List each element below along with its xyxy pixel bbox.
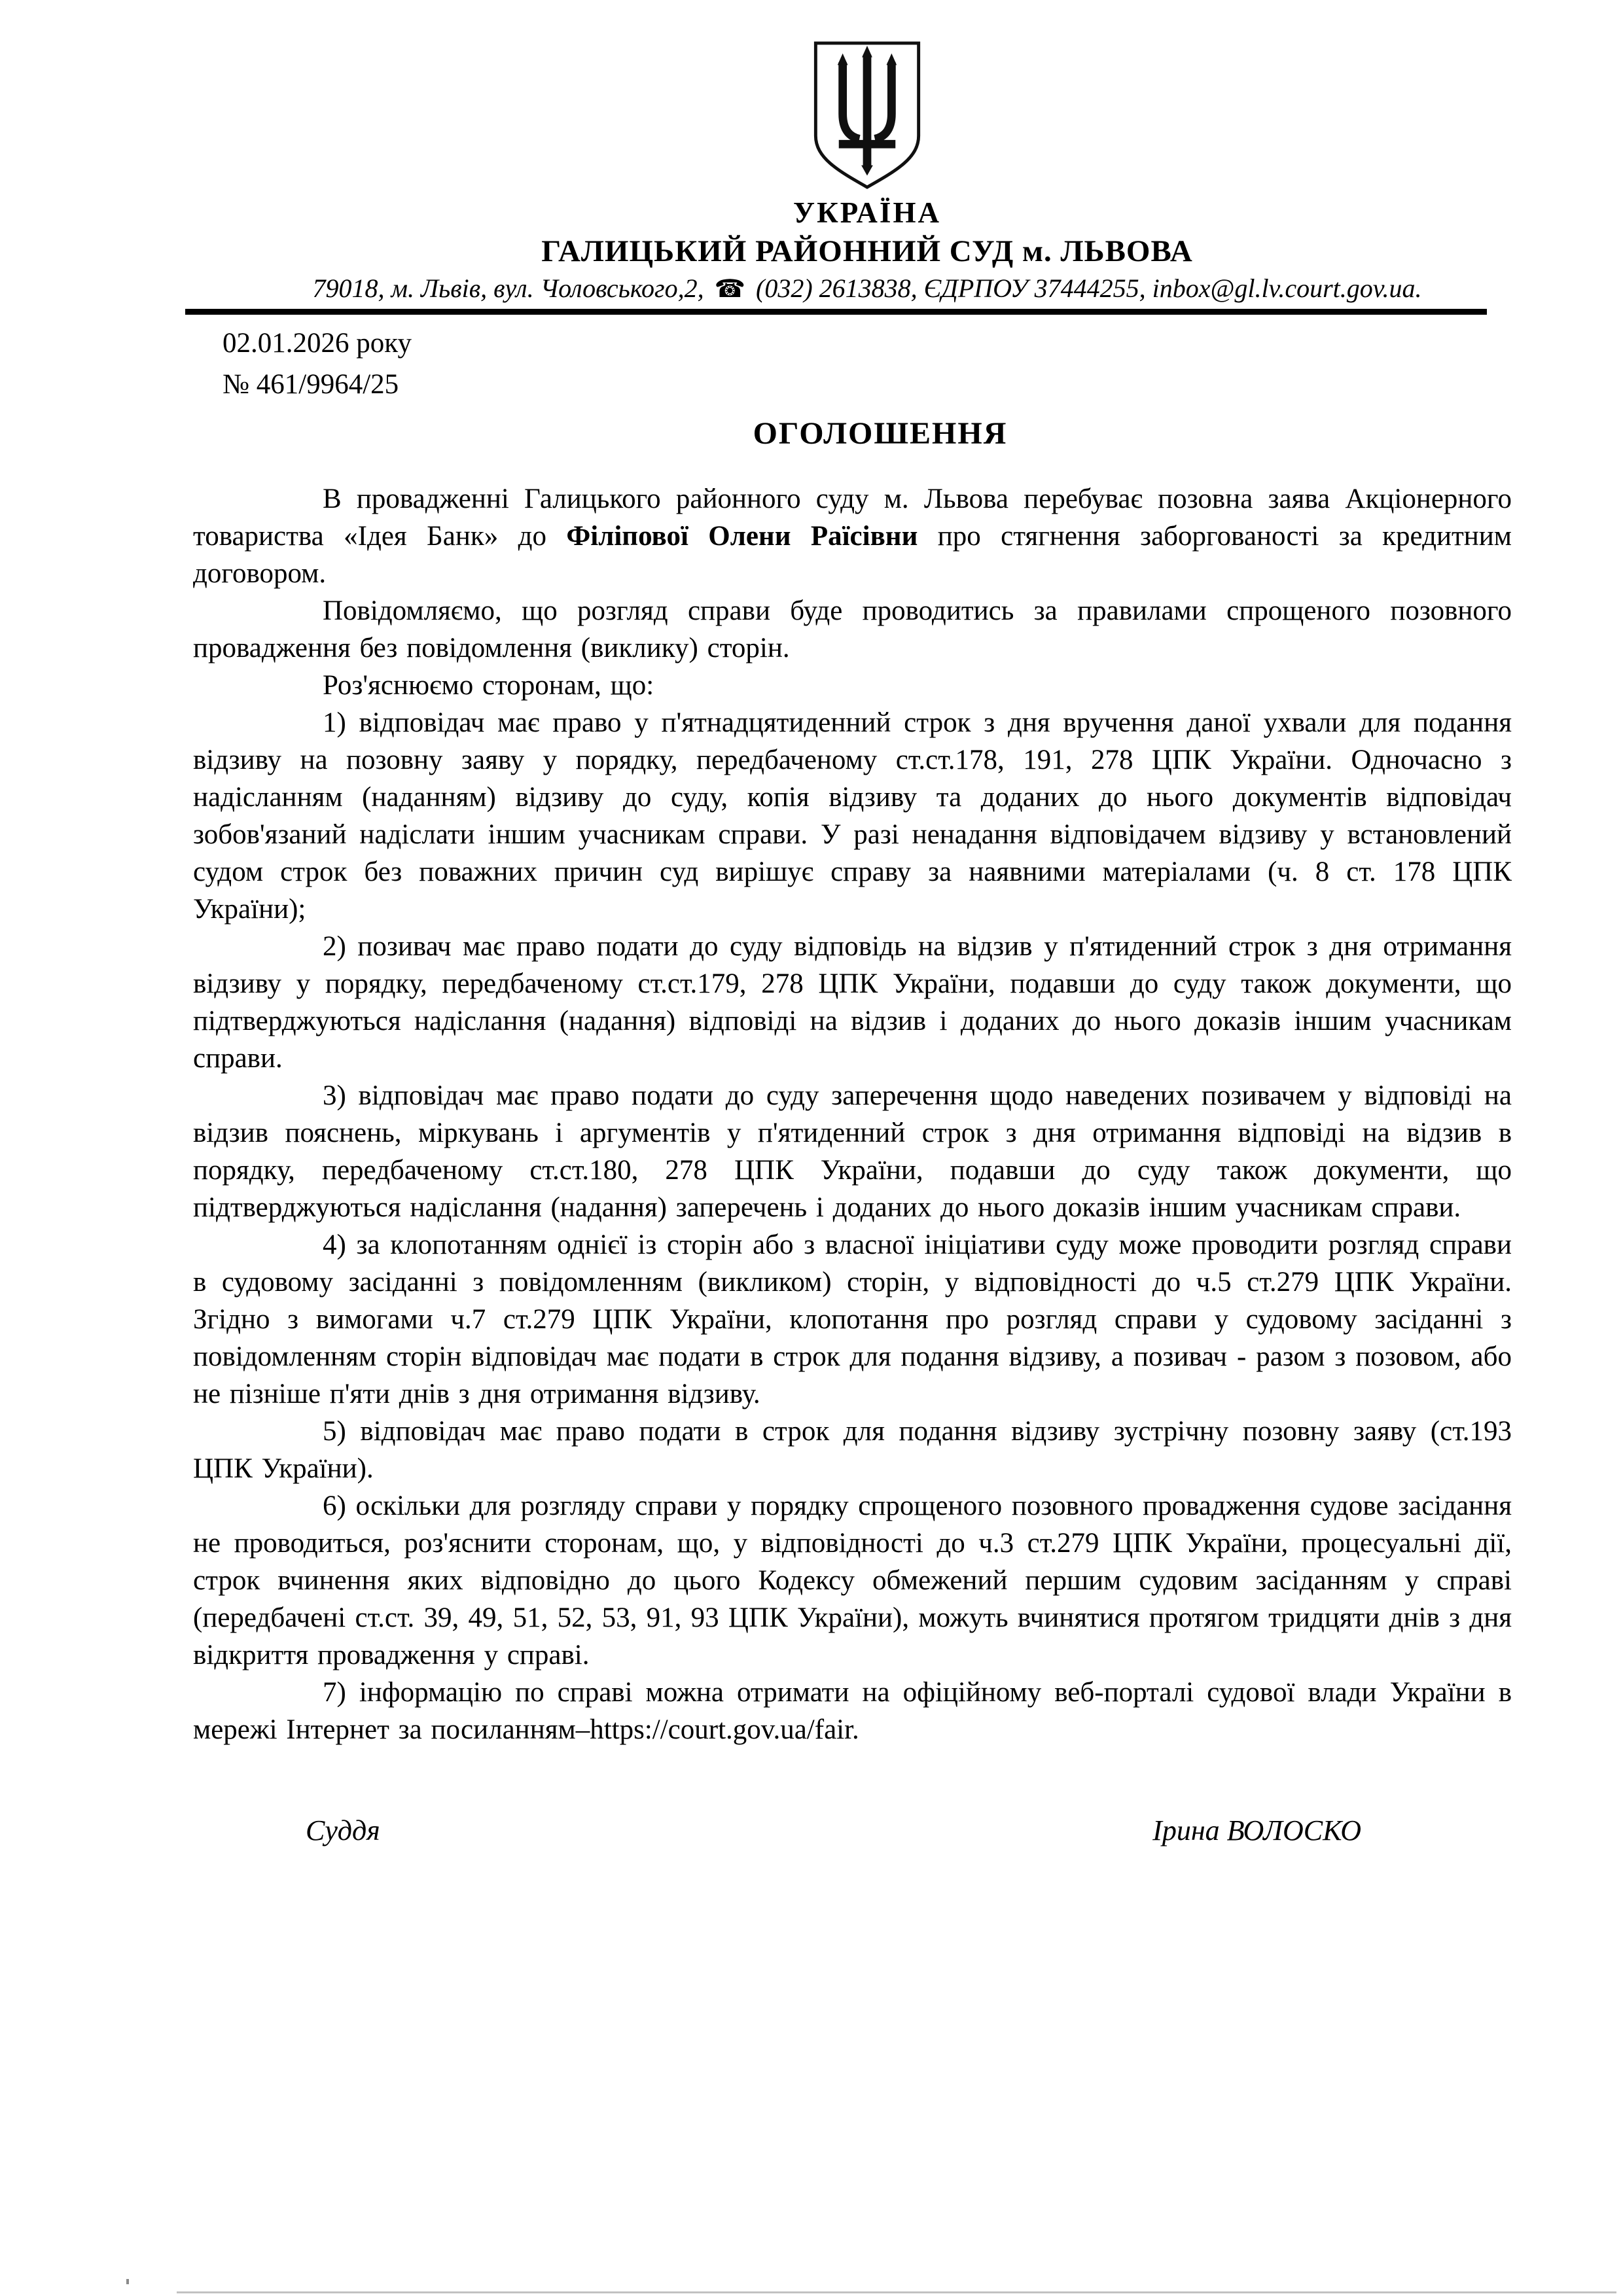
intro-paragraph	[193, 480, 1512, 592]
intro-text-after: про стягнення заборгованості за кредитним договором.	[193, 521, 1512, 589]
date-line: 02.01.2026 року	[223, 328, 412, 359]
ukraine-coat-of-arms-icon	[810, 39, 924, 191]
body-paragraph: 4) за клопотанням однієї із сторін або з власної ініціативи суду може проводити розгляд справи в судовому засіданні з повідомленням (викликом) сторін, у відповідності до ч.5 ст.279 ЦПК України. Згідно з вимогами ч.7 ст.279 ЦПК України, клопотання про розгляд справи у судовому засіданні з повідомленням сторін відповідач має подати в строк для подання відзиву, а позивач - разом з позовом, або не пізніше п'яти днів з дня отримання відзиву.	[193, 1229, 1512, 1409]
body-paragraph: 2) позивач має право подати до суду відповідь на відзив у п'ятиденний строк з дня отримання відзиву у порядку, передбаченому ст.ст.179, 278 ЦПК України, подавши до суду також документи, що підтверджуються надіслання (надання) відповіді на відзив і доданих до нього доказів іншим учасникам справи.	[193, 931, 1512, 1074]
scan-artifact-dot	[126, 2279, 129, 2284]
body-paragraph: 5) відповідач має право подати в строк для подання відзиву зустрічну позовну заяву (ст.193 ЦПК України).	[193, 1416, 1512, 1484]
judge-name: Ірина ВОЛОСКО	[1152, 1814, 1361, 1846]
intro-text-before: В провадженні Галицького районного суду м. Львова перебуває позовна заява Акціонерного товариства «Ідея Банк» до	[193, 484, 1512, 552]
case-number: № 461/9964/25	[223, 369, 399, 400]
document-title: ОГОЛОШЕННЯ	[753, 416, 1008, 451]
body-paragraph: 7) інформацію по справі можна отримати на офіційному веб-порталі судової влади України в мережі Інтернет за посиланням–https://court.gov.ua/fair.	[193, 1677, 1512, 1745]
body-paragraph: 1) відповідач має право у п'ятнадцятиденний строк з дня вручення даної ухвали для подання відзиву на позовну заяву у порядку, передбаченому ст.ст.178, 191, 278 ЦПК України. Одночасно з надісланням (наданням) відзиву до суду, копія відзиву та доданих до нього документів відповідач зобов'язаний надіслати іншим учасникам справи. У разі ненадання відповідачем відзиву у встановлений судом строк без поважних причин суд вирішує справу за наявними матеріалами (ч. 8 ст. 178 ЦПК України);	[193, 707, 1512, 925]
address-line	[111, 273, 1623, 304]
address-part-2: (032) 2613838, ЄДРПОУ 37444255, inbox@gl.lv.court.gov.ua.	[756, 274, 1422, 303]
body-paragraph: Повідомляємо, що розгляд справи буде проводитись за правилами спрощеного позовного провадження без повідомлення (виклику) сторін.	[193, 595, 1512, 663]
document-body	[193, 480, 1512, 1748]
judge-role-label: Суддя	[306, 1814, 380, 1846]
scan-artifact-line	[177, 2291, 1616, 2293]
document-meta	[223, 323, 1623, 405]
body-paragraph: 6) оскільки для розгляду справи у порядку спрощеного позовного провадження судове засідання не проводиться, роз'яснити сторонам, що, у відповідності до ч.3 ст.279 ЦПК України, процесуальні дії, строк вчинення яких відповідно до цього Кодексу обмежений першим судовим засіданням у справі (передбачені ст.ст. 39, 49, 51, 52, 53, 91, 93 ЦПК України), можуть вчинятися протягом тридцяти днів з дня відкриття провадження у справі.	[193, 1491, 1512, 1670]
defendant-name: Філіпової Олени Раїсівни	[566, 521, 918, 552]
country-name: УКРАЇНА	[793, 196, 941, 229]
address-part-1: 79018, м. Львів, вул. Чоловського,2,	[312, 274, 704, 303]
header-divider	[185, 309, 1487, 315]
court-name: ГАЛИЦЬКИЙ РАЙОННИЙ СУД м. ЛЬВОВА	[541, 234, 1193, 268]
body-paragraph: 3) відповідач має право подати до суду заперечення щодо наведених позивачем у відповіді на відзив пояснень, міркувань і аргументів у п'ятиденний строк з дня отримання відповіді на відзив в порядку, передбаченому ст.ст.180, 278 ЦПК України, подавши до суду також документи, що підтверджуються надіслання (надання) заперечень і доданих до нього доказів іншим учасникам справи.	[193, 1080, 1512, 1223]
body-paragraph: Роз'яснюємо сторонам, що:	[323, 670, 654, 701]
phone-icon: ☎	[714, 275, 746, 303]
signature-row	[193, 1814, 1512, 1847]
letterhead	[111, 0, 1623, 304]
